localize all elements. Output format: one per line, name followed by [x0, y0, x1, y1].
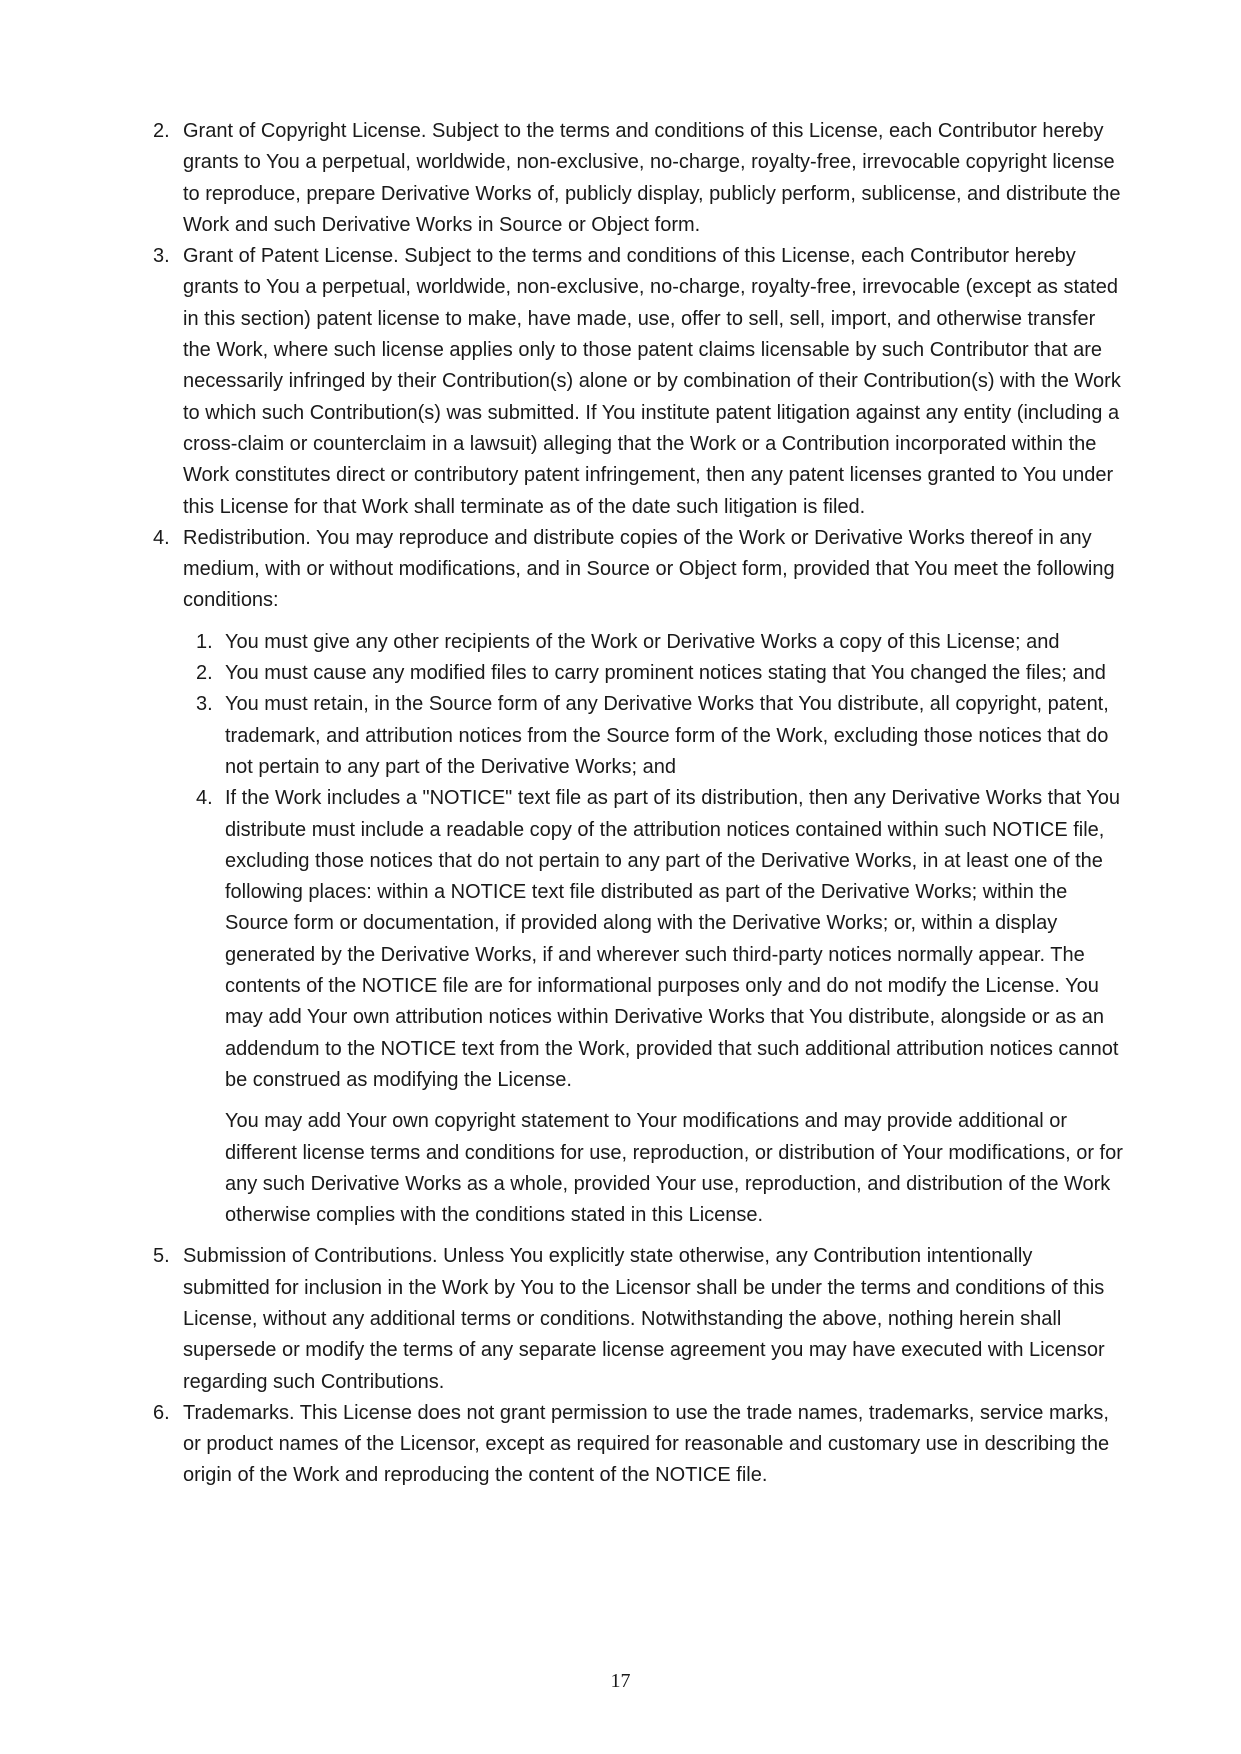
item-text: Redistribution. You may reproduce and distribute copies of the Work or Derivative Works thereof in any medium, with or without modifications, and in Source or Object form, provided that You meet the following conditions:	[183, 526, 1115, 612]
sub-item-number: 1.	[196, 630, 213, 653]
list-item-5	[0, 1241, 1123, 1397]
sub-item-number: 4.	[196, 787, 213, 810]
item-number: 3.	[153, 245, 170, 268]
item-number: 5.	[153, 1245, 170, 1268]
page-number: 17	[610, 1670, 631, 1692]
item-text: Grant of Copyright License. Subject to the terms and conditions of this License, each Contributor hereby grants to You a perpetual, worldwide, non-exclusive, no-charge, royalty-free, irrevocable copyright license to reproduce, prepare Derivative Works of, publicly display, publicly perform, sublicense, and distribute the Work and such Derivative Works in Source or Object form.	[183, 120, 1121, 236]
item-number: 4.	[153, 526, 170, 549]
list-item-6	[0, 1398, 1123, 1492]
item-text: Grant of Patent License. Subject to the terms and conditions of this License, each Contributor hereby grants to You a perpetual, worldwide, non-exclusive, no-charge, royalty-free, irrevocable (except as stated in this section) patent license to make, have made, use, offer to sell, sell, import, and otherwise transfer the Work, where such license applies only to those patent claims licensable by such Contributor that are necessarily infringed by their Contribution(s) alone or by combination of their Contribution(s) with the Work to which such Contribution(s) was submitted. If You institute patent litigation against any entity (including a cross-claim or counterclaim in a lawsuit) alleging that the Work or a Contribution incorporated within the Work constitutes direct or contributory patent infringement, then any patent licenses granted to You under this License for that Work shall terminate as of the date such litigation is filed.	[183, 245, 1121, 518]
list-item-2	[0, 116, 1123, 241]
sub-item-1	[183, 627, 1125, 658]
list-item-3	[0, 241, 1123, 523]
license-sections-list	[0, 116, 1241, 1492]
item-number: 2.	[153, 120, 170, 142]
sub-item-text: You must cause any modified files to carry prominent notices stating that You changed the files; and	[225, 662, 1106, 685]
list-item-4	[0, 523, 1123, 1232]
sub-item-text: You must retain, in the Source form of any Derivative Works that You distribute, all copyright, patent, trademark, and attribution notices from the Source form of the Work, excluding those notices that do not pertain to any part of the Derivative Works; and	[225, 693, 1109, 778]
sub-item-text: If the Work includes a "NOTICE" text file as part of its distribution, then any Derivative Works that You distribute must include a readable copy of the attribution notices contained within such NOTICE file, excluding those notices that do not pertain to any part of the Derivative Works, in at least one of the following places: within a NOTICE text file distributed as part of the Derivative Works; within the Source form or documentation, if provided along with the Derivative Works; or, within a display generated by the Derivative Works, if and wherever such third-party notices normally appear. The contents of the NOTICE file are for informational purposes only and do not modify the License. You may add Your own attribution notices within Derivative Works that You distribute, alongside or as an addendum to the NOTICE text from the Work, provided that such additional attribution notices cannot be construed as modifying the License.	[225, 787, 1120, 1091]
conditions-list	[183, 627, 1123, 1096]
additional-paragraph: You may add Your own copyright statement to Your modifications and may provide additional or different license terms and conditions for use, reproduction, or distribution of Your modifications, or for any such Derivative Works as a whole, provided Your use, reproduction, and distribution of the Work otherwise complies with the conditions stated in this License.	[225, 1110, 1123, 1227]
item-text: Trademarks. This License does not grant permission to use the trade names, trademarks, service marks, or product names of the Licensor, except as required for reasonable and customary use in describing the origin of the Work and reproducing the content of the NOTICE file.	[183, 1401, 1110, 1487]
sub-item-2	[183, 658, 1125, 689]
document-body	[0, 116, 1241, 1492]
item-text: Submission of Contributions. Unless You explicitly state otherwise, any Contribution intentionally submitted for inclusion in the Work by You to the Licensor shall be under the terms and conditions of this License, without any additional terms or conditions. Notwithstanding the above, nothing herein shall supersede or modify the terms of any separate license agreement you may have executed with Licensor regarding such Contributions.	[183, 1245, 1105, 1393]
sub-item-3	[183, 689, 1125, 783]
sub-item-number: 2.	[196, 662, 213, 685]
item-number: 6.	[153, 1401, 170, 1424]
sub-item-number: 3.	[196, 693, 213, 716]
sub-item-4	[183, 783, 1125, 1096]
sub-item-text: You must give any other recipients of the Work or Derivative Works a copy of this License; and	[225, 630, 1060, 653]
